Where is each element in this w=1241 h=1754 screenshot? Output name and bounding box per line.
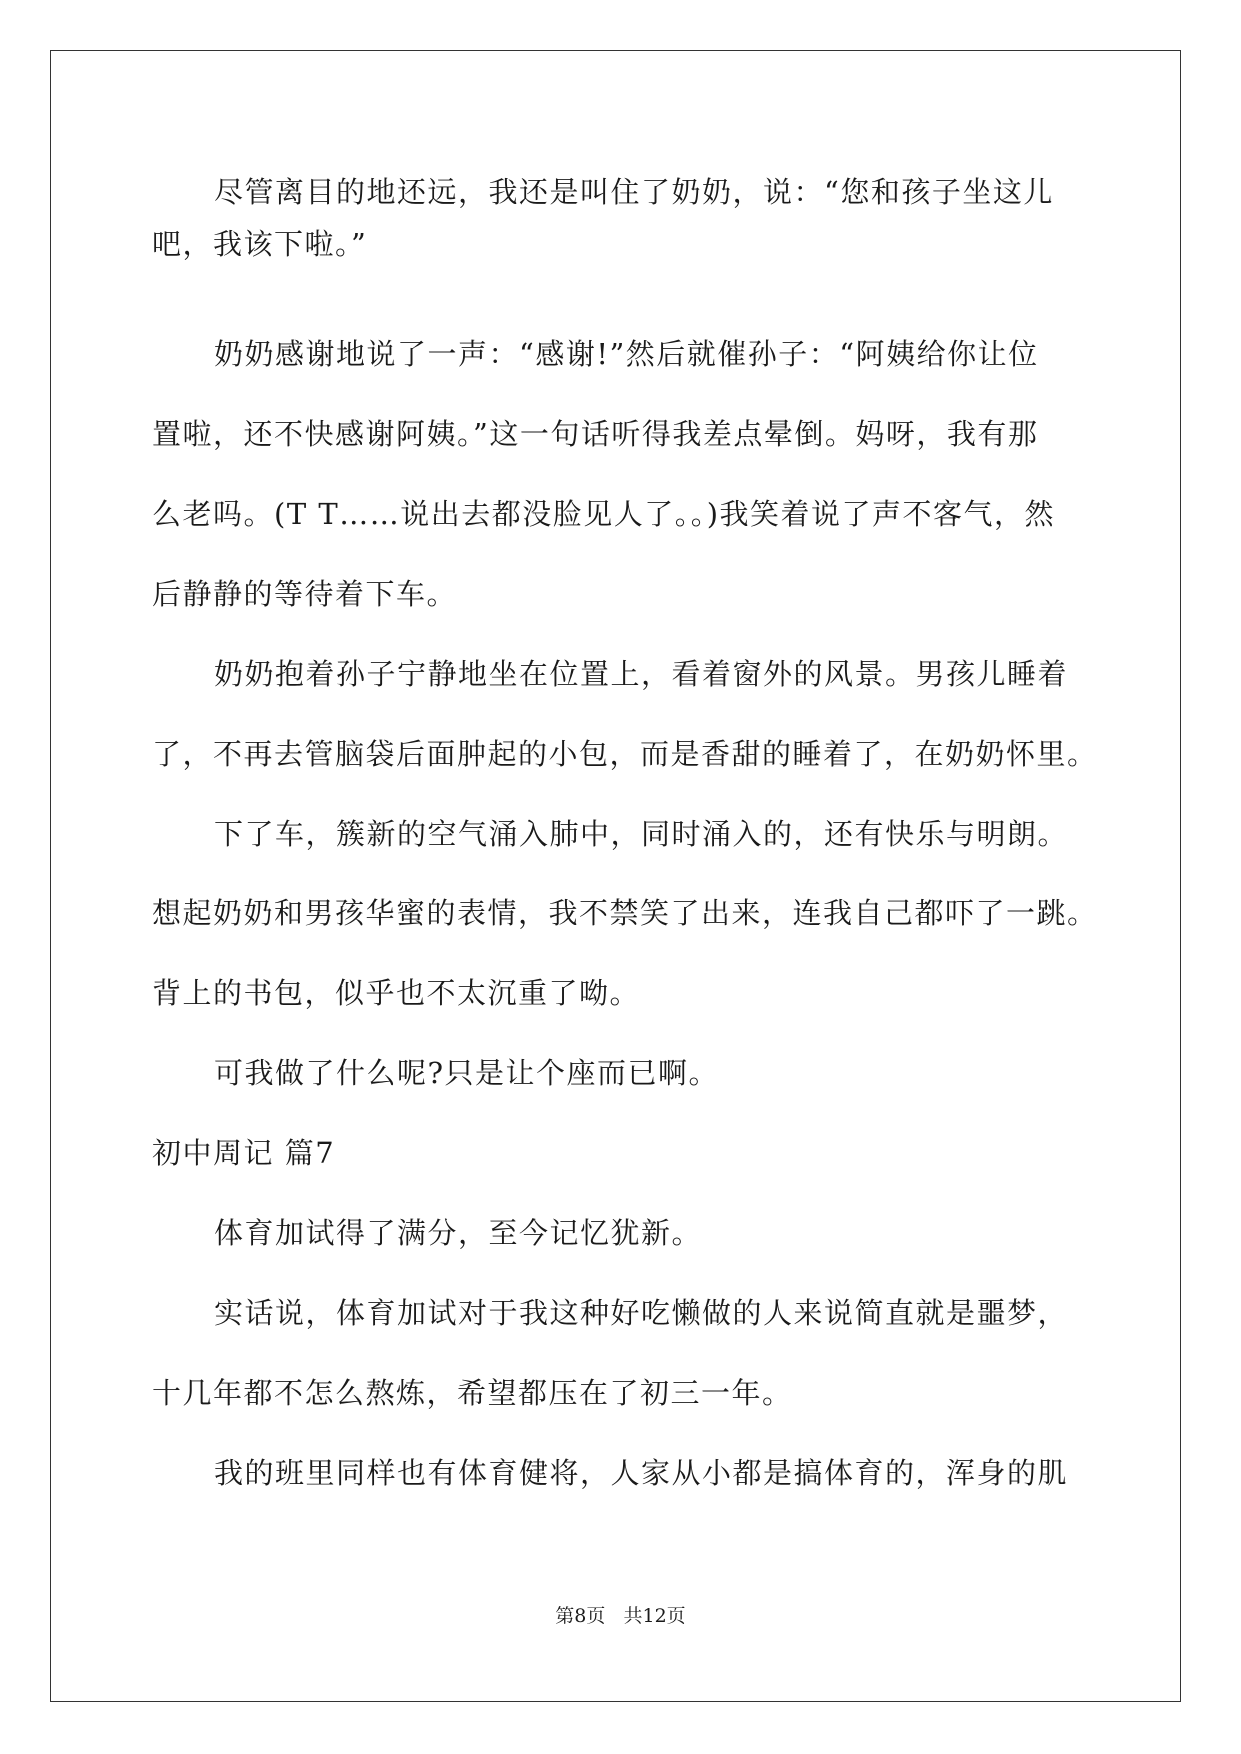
text-line: 奶奶抱着孙子宁静地坐在位置上，看着窗外的风景。男孩儿睡着 — [214, 657, 1069, 691]
text-line: 了，不再去管脑袋后面肿起的小包，而是香甜的睡着了，在奶奶怀里。 — [152, 737, 1098, 771]
text-line: 么老吗。(T T……说出去都没脸见人了。。)我笑着说了声不客气，然 — [152, 497, 1056, 531]
text-line: 背上的书包，似乎也不太沉重了呦。 — [152, 976, 641, 1010]
text-line: 后静静的等待着下车。 — [152, 577, 458, 611]
text-line: 尽管离目的地还远，我还是叫住了奶奶，说：“您和孩子坐这儿 — [214, 175, 1054, 209]
section-heading: 初中周记 篇7 — [152, 1136, 336, 1170]
text-line: 奶奶感谢地说了一声：“感谢!”然后就催孙子：“阿姨给你让位 — [214, 337, 1039, 371]
text-line: 十几年都不怎么熬炼，希望都压在了初三一年。 — [152, 1376, 793, 1410]
text-line: 可我做了什么呢?只是让个座而已啊。 — [214, 1056, 720, 1090]
text-line: 实话说，体育加试对于我这种好吃懒做的人来说简直就是噩梦， — [214, 1296, 1069, 1330]
text-line: 我的班里同样也有体育健将，人家从小都是搞体育的，浑身的肌 — [214, 1456, 1069, 1490]
page-footer: 第8页 共12页 — [555, 1605, 686, 1627]
text-line: 吧，我该下啦。” — [152, 227, 368, 261]
text-line: 置啦，还不快感谢阿姨。”这一句话听得我差点晕倒。妈呀，我有那 — [152, 417, 1039, 451]
text-line: 体育加试得了满分，至今记忆犹新。 — [214, 1216, 703, 1250]
text-line: 下了车，簇新的空气涌入肺中，同时涌入的，还有快乐与明朗。 — [214, 817, 1069, 851]
text-line: 想起奶奶和男孩华蜜的表情，我不禁笑了出来，连我自己都吓了一跳。 — [152, 896, 1098, 930]
